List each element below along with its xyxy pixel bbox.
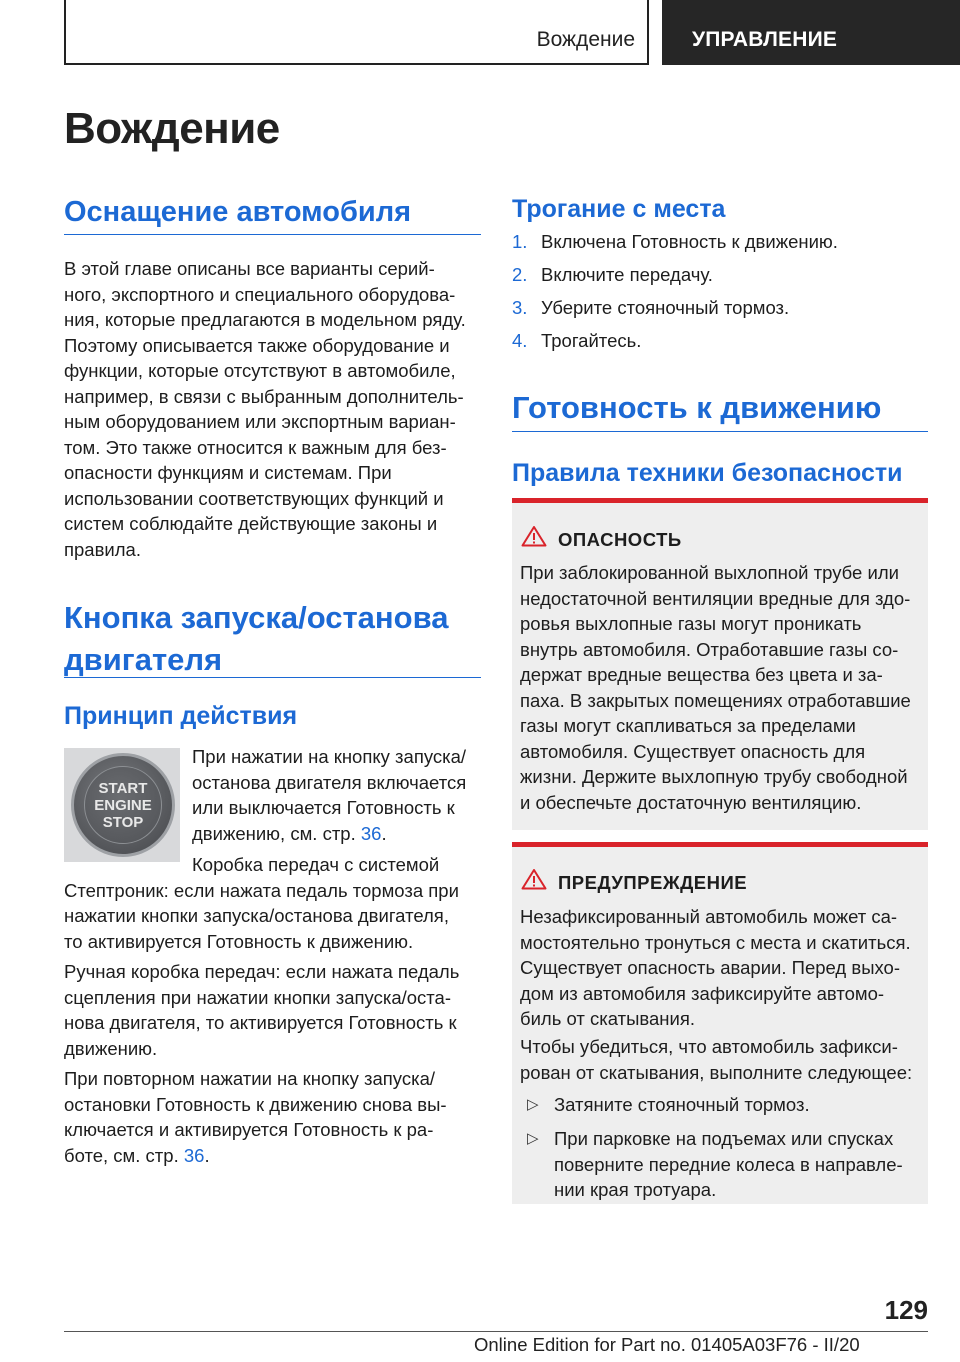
text-line: автомобиля. Существует опасность для [520, 740, 866, 762]
footer-rule [64, 1331, 928, 1332]
step-number: 1. [512, 231, 528, 252]
page-reference-link[interactable]: 36 [183, 1144, 205, 1166]
ready-rule [512, 431, 928, 432]
text-line: Поэтому описывается также оборудование и [64, 334, 450, 356]
text-line: нажатии кнопки запуска/останова двигателя, [64, 905, 449, 926]
text-line: паха. В закрытых помещениях отработавшие [520, 689, 911, 711]
text-line: Незафиксированный автомобиль может са- [520, 906, 898, 927]
text-line: ным оборудованием или экспортным вариан- [64, 411, 456, 432]
button-text-line: STOP [102, 814, 144, 831]
button-ring [71, 753, 175, 857]
text-line: то активируется Готовность к движению. [64, 930, 414, 952]
danger-title: ОПАСНОСТЬ [558, 529, 682, 550]
page-title: Вождение [64, 104, 280, 153]
warning-triangle-icon [521, 868, 547, 890]
equipment-rule [64, 234, 481, 235]
text-line: опасности функциям и системам. При [64, 462, 392, 483]
text-span: боте, см. стр. [64, 1144, 184, 1166]
header-chapter-tab [64, 0, 649, 65]
start-stop-rule [64, 677, 481, 678]
text-line: нова двигателя, то активируется Готовность к [64, 1012, 457, 1033]
header-chapter-label: Вождение [536, 28, 635, 51]
principle-paragraph-1 [192, 744, 481, 846]
text-line: внутрь автомобиля. Отработавшие газы со- [520, 638, 899, 660]
button-text-line: START [98, 780, 148, 797]
text-line [64, 1143, 481, 1169]
text-line: ного, экспортного и специального оборудова- [64, 283, 456, 305]
warning-title: ПРЕДУПРЕЖДЕНИЕ [558, 872, 748, 893]
text-line: Коробка передач с системой [192, 854, 440, 875]
text-line [192, 821, 481, 847]
text-line: правила. [64, 538, 141, 560]
principle-paragraph-3 [64, 959, 481, 1061]
warning-text [520, 904, 924, 1032]
button-face [84, 766, 162, 844]
ready-heading: Готовность к движению [512, 390, 882, 425]
text-line: Существует опасность аварии. Перед выхо- [520, 957, 900, 978]
step-text: Включена Готовность к движению. [541, 231, 838, 252]
text-line: остановки Готовность к движению снова вы- [64, 1093, 447, 1115]
text-line: мостоятельно тронуться с места и скатиться. [520, 931, 911, 953]
triangle-bullet-icon: ▷ [527, 1130, 539, 1147]
text-line: ровья выхлопные газы могут проникать [520, 613, 862, 634]
equipment-paragraph [64, 256, 481, 562]
text-line: например, в связи с выбранным дополнитель- [64, 385, 464, 407]
warning-bullet-1 [554, 1092, 924, 1118]
warning-bullet-2 [554, 1126, 924, 1203]
text-line: недостаточной вентиляции вредные для здо- [520, 587, 911, 609]
text-line: или выключается Готовность к [192, 797, 455, 818]
text-line: функции, которые отсутствуют в автомобиле, [64, 360, 456, 381]
text-line: газы могут скапливаться за пределами [520, 715, 856, 736]
principle-subheading: Принцип действия [64, 702, 298, 730]
text-line: Затяните стояночный тормоз. [554, 1094, 810, 1115]
text-line: нии края тротуара. [554, 1179, 717, 1200]
button-text-line: ENGINE [94, 797, 152, 814]
header-section-label: УПРАВЛЕНИЕ [692, 28, 838, 51]
text-line: том. Это также относится к важным для без- [64, 436, 447, 458]
heading-line: Кнопка запуска/останова [64, 600, 449, 635]
text-line: При заблокированной выхлопной трубе или [520, 562, 899, 583]
text-line: Стептроник: если нажата педаль тормоза при [64, 879, 459, 901]
heading-line: двигателя [64, 642, 223, 677]
principle-paragraph-4 [64, 1066, 481, 1168]
step-number: 2. [512, 264, 528, 285]
safety-subheading: Правила техники безопасности [512, 459, 903, 487]
step-text: Трогайтесь. [541, 330, 642, 351]
text-line: сцепления при нажатии кнопки запуска/оста- [64, 986, 452, 1008]
text-line: держат вредные вещества без цвета и за- [520, 664, 883, 685]
text-line: жизни. Держите выхлопную трубу свободной [520, 766, 908, 787]
text-line: ключается и активируется Готовность к ра- [64, 1119, 434, 1140]
warning-triangle-icon [521, 525, 547, 547]
text-line: В этой главе описаны все варианты серий- [64, 258, 435, 279]
step-text: Уберите стояночный тормоз. [541, 297, 790, 318]
start-stop-heading [64, 597, 448, 681]
step-number: 3. [512, 297, 528, 318]
text-line: рован от скатывания, выполните следующее: [520, 1061, 913, 1083]
text-line: биль от скатывания. [520, 1008, 696, 1029]
text-line: ния, которые предлагаются в модельном ряду. [64, 309, 466, 330]
text-line: останова двигателя включается [192, 771, 467, 793]
text-span: . [204, 1144, 210, 1166]
moving-off-heading: Трогание с места [512, 195, 726, 223]
text-line: и обеспечьте достаточную вентиляцию. [520, 791, 862, 813]
triangle-bullet-icon: ▷ [527, 1096, 539, 1113]
text-line: Ручная коробка передач: если нажата педаль [64, 961, 460, 982]
header-section-tab [662, 0, 960, 65]
text-line: Чтобы убедиться, что автомобиль зафикси- [520, 1036, 898, 1057]
warning-text-2 [520, 1034, 924, 1085]
equipment-heading: Оснащение автомобиля [64, 196, 412, 228]
text-line: При парковке на подъемах или спусках [554, 1128, 894, 1149]
text-line: При повторном нажатии на кнопку запуска/ [64, 1068, 436, 1089]
footer-edition: Online Edition for Part no. 01405A03F76 - II/20 [474, 1334, 860, 1355]
principle-paragraph-2 [64, 852, 481, 954]
step-number: 4. [512, 330, 528, 351]
text-line: дом из автомобиля зафиксируйте автомо- [520, 982, 885, 1004]
text-line: использовании соответствующих функций и [64, 487, 444, 509]
text-line: поверните передние колеса в направле- [554, 1153, 903, 1175]
text-span: движению, см. стр. [192, 822, 361, 844]
text-line: систем соблюдайте действующие законы и [64, 513, 438, 534]
page-reference-link[interactable]: 36 [360, 822, 382, 844]
text-line: движению. [64, 1037, 158, 1059]
text-line: При нажатии на кнопку запуска/ [192, 746, 467, 767]
start-stop-button-image [64, 748, 180, 862]
step-text: Включите передачу. [541, 264, 713, 285]
danger-text [520, 560, 924, 815]
text-span: . [381, 822, 387, 844]
page-number: 129 [884, 1295, 928, 1325]
